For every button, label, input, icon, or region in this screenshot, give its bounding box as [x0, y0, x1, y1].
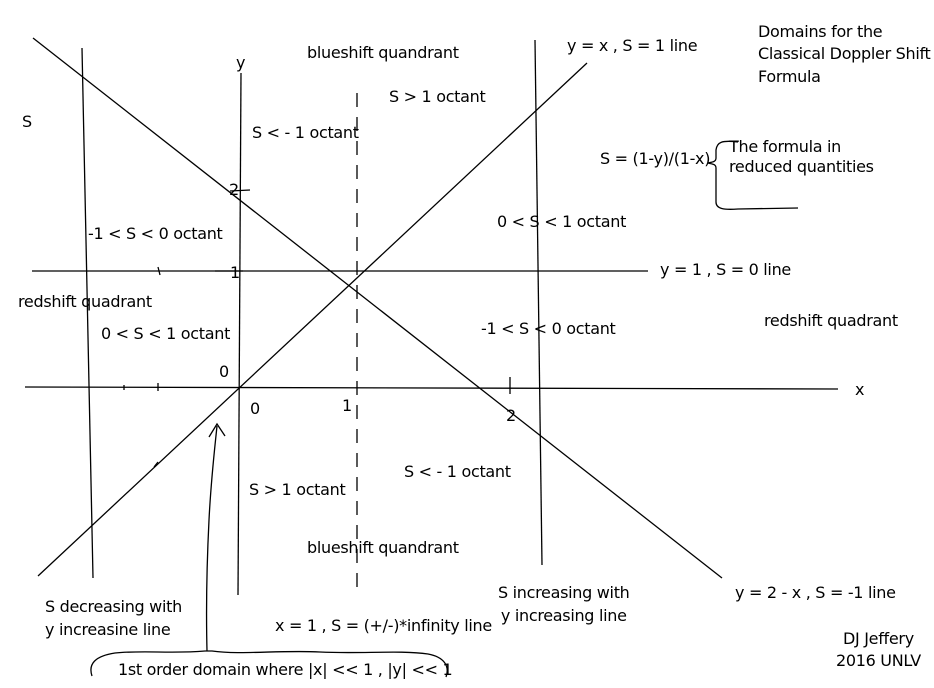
label-line-y-eq-x: y = x , S = 1 line — [567, 36, 698, 55]
annotation-first-order: 1st order domain where |x| << 1 , |y| << 1 — [118, 660, 453, 679]
octant-s-lt-minus-1-top: S < - 1 octant — [252, 123, 359, 142]
tick-label-y-1: 1 — [230, 263, 241, 282]
annotation-s-increasing: S increasing with y increasing line — [498, 583, 630, 626]
y-axis-label: y — [236, 53, 246, 72]
label-line-y-eq-2-minus-x: y = 2 - x , S = -1 line — [735, 583, 896, 602]
vertical-line-right — [535, 40, 542, 565]
diagram-title: Domains for the Classical Doppler Shift Formula — [758, 22, 931, 86]
formula-note: The formula in reduced quantities — [729, 137, 874, 176]
y-axis — [238, 73, 241, 595]
region-redshift-left: redshift quadrant — [18, 292, 152, 311]
region-blueshift-bottom: blueshift quandrant — [307, 538, 459, 557]
annotation-s-decreasing: S decreasing with y increasine line — [45, 597, 182, 640]
tick-label-x-0: 0 — [250, 399, 261, 418]
vertical-line-left — [82, 48, 93, 578]
x-axis-label: x — [855, 380, 865, 399]
tick-label-y-2: 2 — [229, 180, 240, 199]
formula-equation: S = (1-y)/(1-x) — [600, 149, 711, 168]
octant-minus-1-to-0-right: -1 < S < 0 octant — [481, 319, 616, 338]
region-redshift-right: redshift quadrant — [764, 311, 898, 330]
tick-label-x-1: 1 — [342, 396, 353, 415]
label-line-x-eq-1: x = 1 , S = (+/-)*infinity line — [275, 616, 492, 635]
region-blueshift-top: blueshift quandrant — [307, 43, 459, 62]
first-order-arrow-shaft — [207, 426, 217, 651]
octant-minus-1-to-0-left: -1 < S < 0 octant — [88, 224, 223, 243]
tick-label-x-2: 2 — [506, 406, 517, 425]
octant-s-gt-1-top: S > 1 octant — [389, 87, 486, 106]
tick-label-y-0: 0 — [219, 362, 230, 381]
label-line-y-eq-1: y = 1 , S = 0 line — [660, 260, 791, 279]
octant-0-to-1-left: 0 < S < 1 octant — [101, 324, 231, 343]
octant-s-lt-minus-1-bottom: S < - 1 octant — [404, 462, 511, 481]
x-axis — [25, 387, 838, 389]
s-axis-label: S — [22, 112, 32, 131]
octant-s-gt-1-bottom: S > 1 octant — [249, 480, 346, 499]
octant-0-to-1-right: 0 < S < 1 octant — [497, 212, 627, 231]
annotation-credit: DJ Jeffery 2016 UNLV — [836, 629, 921, 670]
